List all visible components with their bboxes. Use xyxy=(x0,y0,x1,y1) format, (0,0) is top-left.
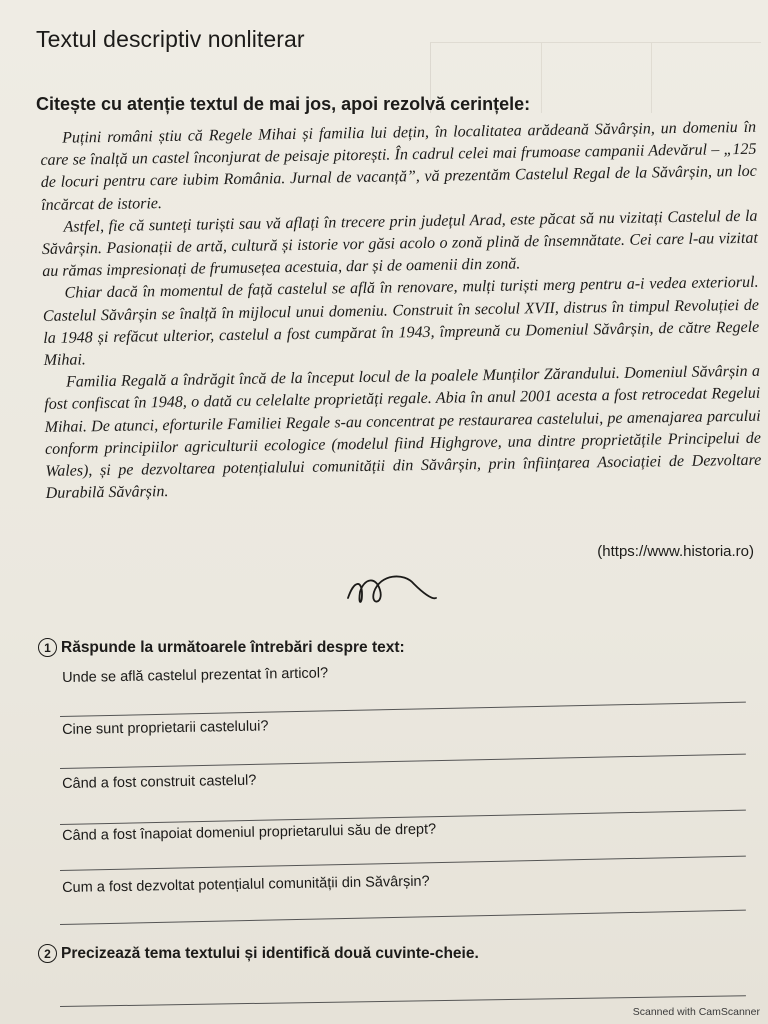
task-1-heading xyxy=(38,638,405,657)
paragraph-3: Chiar dacă în momentul de față castelul se află în renovare, mulți turiști merg pentru a-i vedea exteriorul. Castelul Săvârșin se înalță în mijlocul unui domeniu. Construit în secolul XVII, distrus în timpul Revoluției de la 1948 și refăcut ulterior, castelul a fost cumpărat în 1943, împreună cu Domeniul Săvârșin, de către Regele Mihai. xyxy=(42,274,760,370)
question-3: Când a fost construit castelul? xyxy=(62,772,257,792)
question-4: Când a fost înapoiat domeniul proprietarului său de drept? xyxy=(62,821,437,844)
paragraph-4: Familia Regală a îndrăgit încă de la început locul de la poalele Munților Zărandului. Domeniul Săvârșin a fost confiscat în 1948, o dată cu celelalte proprietăți regale. Abia în anul 2001 acesta a fost retrocedat Regelui Mihai. De atunci, eforturile Familiei Regale s-au concentrat pe restaurarea castelului, pe amenajarea parcului conform principiilor agriculturii ecologice (modelul fiind Highgrove, una dintre proprietățile Principelui de Wales), și pe dezvoltarea potențialului comunității din Săvârșin, prin înființarea Asociației de Dezvoltare Durabilă Săvârșin. xyxy=(44,362,762,503)
source-citation: (https://www.historia.ro) xyxy=(597,543,754,560)
instruction-heading: Citește cu atenție textul de mai jos, apoi rezolvă cerințele: xyxy=(36,94,531,114)
answer-line-2[interactable] xyxy=(60,754,746,769)
paragraph-1: Puțini români știu că Regele Mihai și familia lui dețin, în localitatea arădeană Săvârșin, un domeniu în care se înalță un castel înconjurat de peisaje pitorești. În cadrul celei mai frumoase campanii Adevărul – „125 de locuri pentru care iubim România. Jurnal de vacanță”, vă prezentăm Castelul Regal de la Săvârșin, un loc încărcat de istorie. xyxy=(40,118,757,214)
answer-line-1[interactable] xyxy=(60,702,746,717)
question-5: Cum a fost dezvoltat potențialul comunității din Săvârșin? xyxy=(62,873,430,896)
task-1-number: 1 xyxy=(38,638,57,657)
scanner-watermark: Scanned with CamScanner xyxy=(632,1006,760,1018)
answer-line-4[interactable] xyxy=(60,856,746,871)
task-2-number: 2 xyxy=(38,944,57,963)
task-1-text: Răspunde la următoarele întrebări despre text: xyxy=(61,638,405,656)
paragraph-2: Astfel, fie că sunteți turiști sau vă aflați în trecere prin județul Arad, este păcat să nu vizitați Castelul de la Săvârșin. Pasionații de artă, cultură și istorie vor găsi acolo o zonă plină de însemnătate. Cei care l-au vizitat au rămas impresionați de frumusețea acestuia, dar și de oamenii din zonă. xyxy=(41,207,758,281)
task-2-text: Precizează tema textului și identifică două cuvinte-cheie. xyxy=(61,944,479,962)
question-1: Unde se află castelul prezentat în articol? xyxy=(62,665,329,686)
task-2-heading xyxy=(38,944,479,963)
answer-line-5[interactable] xyxy=(60,910,746,925)
question-2: Cine sunt proprietarii castelului? xyxy=(62,718,269,738)
flourish-ornament xyxy=(340,570,440,614)
page-title: Textul descriptiv nonliterar xyxy=(36,26,305,52)
article-text xyxy=(40,117,762,506)
